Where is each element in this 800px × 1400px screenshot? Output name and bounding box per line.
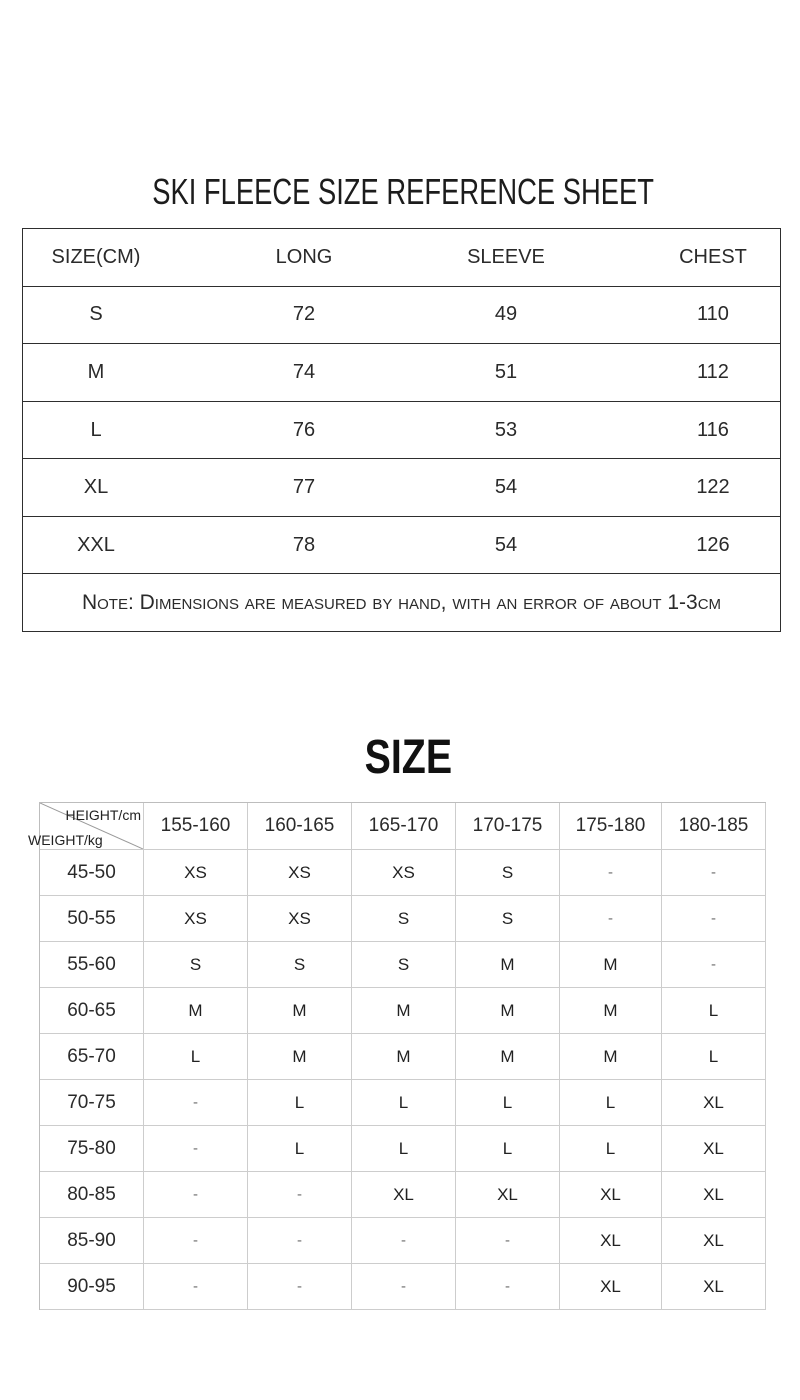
size-chart-table (28, 802, 766, 1310)
size-cell: M (248, 988, 352, 1034)
measurement-value: 53 (494, 418, 518, 441)
size-cell: - (662, 896, 766, 942)
size-cell: XL (662, 1172, 766, 1218)
table-row (23, 516, 780, 574)
height-range-header: 180-185 (662, 803, 766, 850)
size-cell: M (560, 988, 662, 1034)
height-range-header: 175-180 (560, 803, 662, 850)
size-cell: L (248, 1080, 352, 1126)
size-cell: - (352, 1218, 456, 1264)
size-cell: XL (662, 1218, 766, 1264)
column-header: SIZE(CM) (51, 245, 141, 268)
size-cell: S (456, 850, 560, 896)
size-cell: L (456, 1080, 560, 1126)
column-header: LONG (275, 245, 333, 268)
weight-range-cell: 70-75 (40, 1080, 144, 1126)
weight-range-cell: 80-85 (40, 1172, 144, 1218)
table-row (23, 401, 780, 459)
size-cell: S (456, 896, 560, 942)
weight-range-cell: 75-80 (40, 1126, 144, 1172)
measurement-value: 54 (494, 533, 518, 556)
height-range-header: 155-160 (144, 803, 248, 850)
size-cell: L (662, 988, 766, 1034)
weight-range-cell: 85-90 (40, 1218, 144, 1264)
size-cell: XL (456, 1172, 560, 1218)
size-label: M (87, 360, 105, 383)
measurement-value: 54 (494, 476, 518, 499)
size-cell: L (352, 1080, 456, 1126)
measurement-value: 49 (494, 303, 518, 326)
size-cell: - (144, 1080, 248, 1126)
size-cell: - (144, 1172, 248, 1218)
size-cell: XL (662, 1080, 766, 1126)
measurement-value: 110 (697, 303, 729, 326)
size-cell: M (144, 988, 248, 1034)
measurement-value: 122 (696, 476, 730, 499)
reference-sheet-title-text: SKI FLEECE SIZE REFERENCE SHEET (152, 171, 654, 212)
weight-range-cell: 45-50 (40, 850, 144, 896)
size-label: XL (83, 476, 109, 499)
size-cell: L (560, 1126, 662, 1172)
measurement-note: Note: Dimensions are measured by hand, with an error of about 1-3cm (81, 590, 722, 614)
measurement-value: 74 (292, 360, 316, 383)
size-cell: - (560, 850, 662, 896)
size-cell: - (662, 850, 766, 896)
size-cell: - (248, 1172, 352, 1218)
height-axis-label: HEIGHT/cm (65, 807, 141, 823)
size-cell: M (456, 988, 560, 1034)
measurement-value: 116 (697, 418, 729, 441)
table-row (23, 343, 780, 401)
size-cell: L (352, 1126, 456, 1172)
measurement-value: 51 (494, 360, 518, 383)
size-chart-title (0, 728, 800, 788)
weight-range-cell: 90-95 (40, 1264, 144, 1310)
measurement-value: 77 (292, 476, 316, 499)
size-cell: S (248, 942, 352, 988)
table-row (23, 458, 780, 516)
size-reference-table (22, 228, 781, 632)
size-cell: XS (144, 850, 248, 896)
size-cell: M (352, 1034, 456, 1080)
table-corner-cell (28, 803, 144, 850)
size-cell: XS (352, 850, 456, 896)
size-cell: S (352, 942, 456, 988)
size-cell: L (144, 1034, 248, 1080)
weight-range-cell: 55-60 (40, 942, 144, 988)
reference-sheet-title (0, 170, 800, 214)
column-header: CHEST (679, 245, 747, 268)
size-cell: - (352, 1264, 456, 1310)
size-chart-title-text: SIZE (364, 731, 452, 784)
size-cell: - (662, 942, 766, 988)
weight-axis-label: WEIGHT/kg (28, 832, 103, 848)
size-cell: M (352, 988, 456, 1034)
size-cell: XS (248, 896, 352, 942)
size-cell: S (144, 942, 248, 988)
size-label: S (89, 303, 103, 326)
table-header-row (23, 229, 780, 286)
size-cell: M (560, 1034, 662, 1080)
size-cell: XL (560, 1172, 662, 1218)
weight-range-cell: 60-65 (40, 988, 144, 1034)
size-cell: - (248, 1218, 352, 1264)
size-label: L (90, 418, 102, 441)
weight-range-cell: 50-55 (40, 896, 144, 942)
height-range-header: 170-175 (456, 803, 560, 850)
measurement-value: 78 (292, 533, 316, 556)
column-header: SLEEVE (467, 245, 545, 268)
size-label: XXL (77, 533, 115, 556)
size-cell: XL (662, 1264, 766, 1310)
size-cell: - (248, 1264, 352, 1310)
size-cell: M (456, 1034, 560, 1080)
size-cell: L (560, 1080, 662, 1126)
measurement-value: 76 (292, 418, 316, 441)
size-cell: - (456, 1264, 560, 1310)
size-cell: XS (248, 850, 352, 896)
size-cell: M (248, 1034, 352, 1080)
size-cell: - (456, 1218, 560, 1264)
size-cell: S (352, 896, 456, 942)
size-cell: M (456, 942, 560, 988)
size-cell: - (144, 1126, 248, 1172)
table-row (23, 286, 780, 344)
size-cell: - (144, 1218, 248, 1264)
size-cell: XL (352, 1172, 456, 1218)
size-cell: L (662, 1034, 766, 1080)
size-cell: XS (144, 896, 248, 942)
measurement-value: 112 (697, 360, 729, 383)
size-cell: - (144, 1264, 248, 1310)
size-cell: M (560, 942, 662, 988)
size-cell: XL (662, 1126, 766, 1172)
measurement-value: 72 (292, 303, 316, 326)
size-cell: XL (560, 1264, 662, 1310)
size-cell: XL (560, 1218, 662, 1264)
height-range-header: 160-165 (248, 803, 352, 850)
measurement-value: 126 (696, 533, 730, 556)
size-cell: - (560, 896, 662, 942)
size-cell: L (248, 1126, 352, 1172)
weight-range-cell: 65-70 (40, 1034, 144, 1080)
height-range-header: 165-170 (352, 803, 456, 850)
note-row (23, 573, 780, 631)
size-cell: L (456, 1126, 560, 1172)
